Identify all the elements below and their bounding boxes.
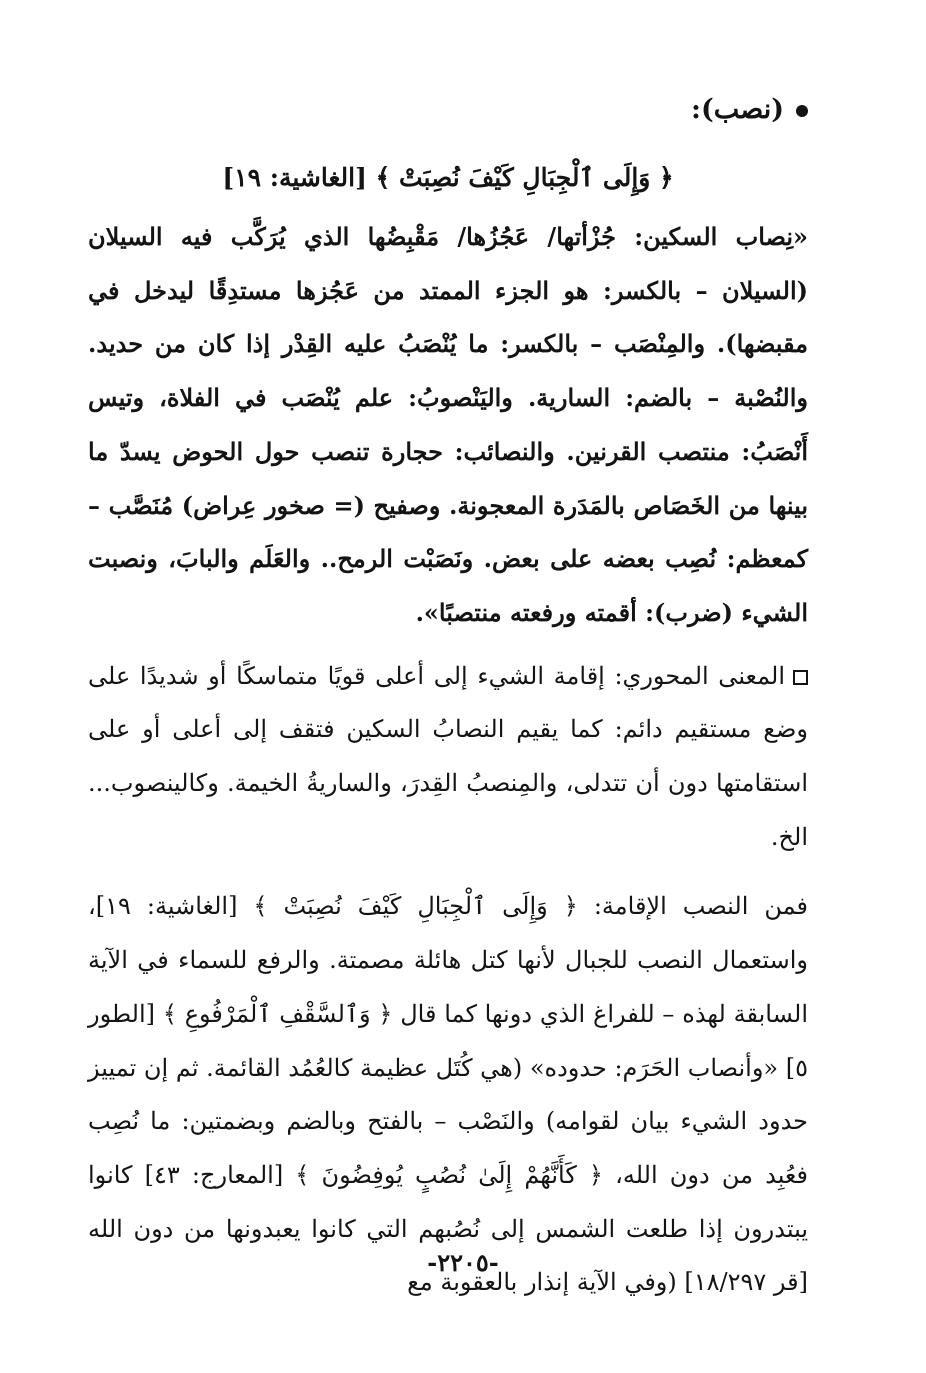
entry-heading <box>88 88 808 132</box>
page-number: -٢٢٠٥- <box>427 1248 499 1277</box>
quran-verse: ﴿ وَإِلَى ٱلْجِبَالِ كَيْفَ نُصِبَتْ ﴾ [الغاشية: ١٩] <box>222 163 674 192</box>
bullet-icon <box>796 105 808 117</box>
core-meaning-text: المعنى المحوري: إقامة الشيء إلى أعلى قويًا متماسكًا أو شديدًا على وضع مستقيم دائم: كما يقيم النصابُ السكين فتقف إلى أعلى أو على استقامتها دون أن تتدلى، والمِنصبُ القِدرَ، والساريةُ الخيمة. وكالينصوب... الخ. <box>88 661 808 851</box>
square-bullet-icon <box>793 670 808 685</box>
core-meaning-paragraph <box>88 650 808 865</box>
entry-heading-text: (نصب): <box>691 94 784 125</box>
usage-paragraph: فمن النصب الإقامة: ﴿ وَإِلَى ٱلْجِبَالِ كَيْفَ نُصِبَتْ ﴾ [الغاشية: ١٩]، واستعمال النصب للجبال لأنها كتل هائلة مصمتة. والرفع للسماء في الآية السابقة لهذه – للفراغ الذي دونها كما قال ﴿ وَٱلسَّقْفِ ٱلْمَرْفُوعِ ﴾ [الطور ٥] «وأنصاب الحَرَم: حدوده» (هي كُتَل عظيمة كالعُمُد القائمة. ثم إن تمييز حدود الشيء بيان لقوامه) والنَصْب – بالفتح وبالضم وبضمتين: ما نُصِب فعُبِد من دون الله، ﴿ كَأَنَّهُمْ إِلَىٰ نُصُبٍ يُوفِضُونَ ﴾ [المعارج: ٤٣] كانوا يبتدرون إذا طلعت الشمس إلى نُصُبهم التي كانوا يعبدونها من دون الله [قر ١٨/٢٩٧] (وفي الآية إنذار بالعقوبة مع <box>88 892 808 1297</box>
lexical-definition: «نِصاب السكين: جُزْأتها/ عَجُزُها/ مَقْبِضُها الذي يُرَكَّب فيه السيلان (السيلان – بالكسر: هو الجزء الممتد من عَجُزها مستدِقًا ليدخل في مقبضها). والمِنْصَب – بالكسر: ما يُنْصَبُ عليه القِدْر إذا كان من حديد. والنُصْبة – بالضم: السارية. واليَنْصوبُ: علم يُنْصَب في الفلاة، وتيس أَنْصَبُ: منتصب القرنين. والنصائب: حجارة تنصب حول الحوض يسدّ ما بينها من الخَصَاص بالمَدَرة المعجونة. وصفيح (= صخور عِراض) مُنَصَّب – كمعظم: نُصِب بعضه على بعض. ونَصَبْت الرمح.. والعَلَم والبابَ، ونصبت الشيء (ضرب): أقمته ورفعته منتصبًا». <box>88 222 808 627</box>
